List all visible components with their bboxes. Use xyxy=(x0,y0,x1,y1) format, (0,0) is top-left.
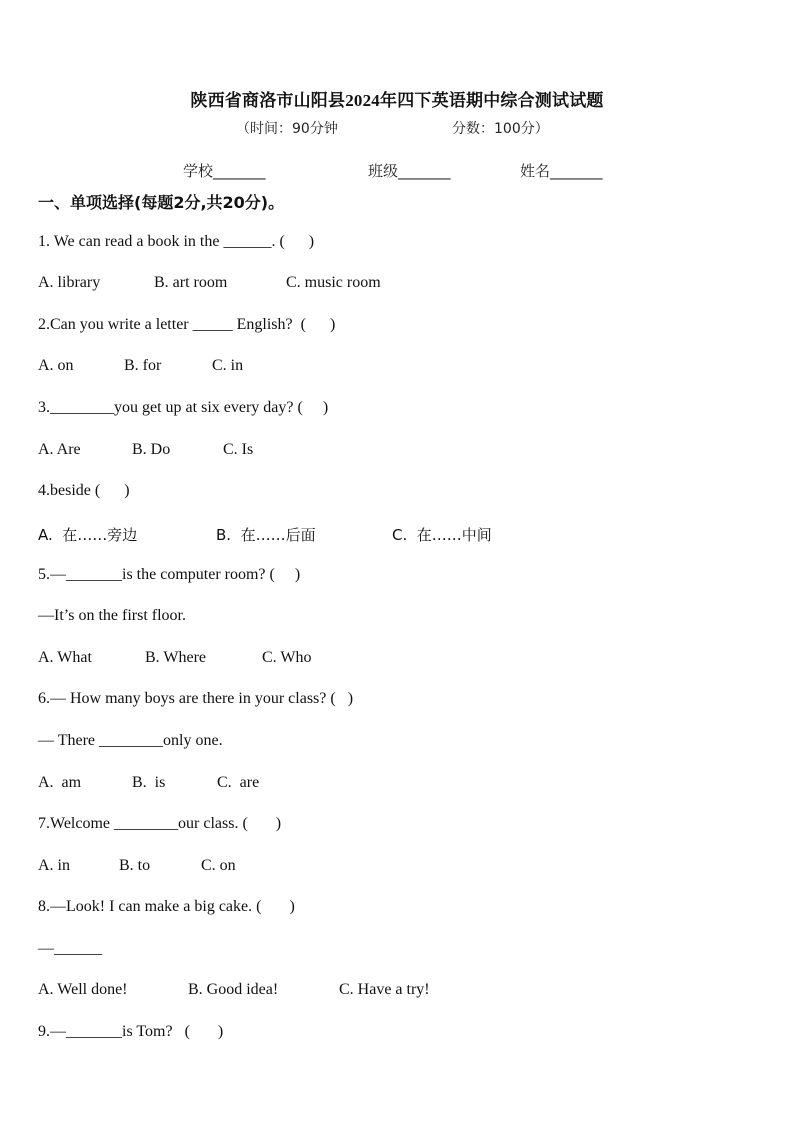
q4-option-b: B. 在……后面 xyxy=(216,526,316,544)
q4-option-c: C. 在……中间 xyxy=(392,526,492,544)
q1-option-a: A. library xyxy=(38,274,101,291)
question-8-answer-line: —______ xyxy=(38,940,102,957)
question-3: 3.________you get up at six every day? ( ) xyxy=(38,399,329,416)
question-8: 8.—Look! I can make a big cake. ( ) xyxy=(38,898,295,915)
question-7: 7.Welcome ________our class. ( ) xyxy=(38,815,282,832)
question-9: 9.—_______is Tom? ( ) xyxy=(38,1023,224,1040)
question-2: 2.Can you write a letter _____ English? ( ) xyxy=(38,316,336,333)
name-field: 姓名_______ xyxy=(520,162,603,180)
exam-time: （时间：90分钟 xyxy=(236,121,338,137)
q3-option-a: A. Are xyxy=(38,441,81,458)
q5-option-a: A. What xyxy=(38,649,92,666)
question-5-answer-line: —It’s on the first floor. xyxy=(38,607,186,624)
page-title: 陕西省商洛市山阳县2024年四下英语期中综合测试试题 xyxy=(190,91,604,110)
q2-option-b: B. for xyxy=(124,357,162,374)
question-4: 4.beside ( ) xyxy=(38,482,130,499)
q7-option-b: B. to xyxy=(119,857,151,874)
q4-option-a: A. 在……旁边 xyxy=(38,526,138,544)
q3-option-c: C. Is xyxy=(223,441,254,458)
q8-option-b: B. Good idea! xyxy=(188,981,279,998)
q8-option-a: A. Well done! xyxy=(38,981,128,998)
q5-option-b: B. Where xyxy=(145,649,207,666)
q2-option-a: A. on xyxy=(38,357,74,374)
question-5: 5.—_______is the computer room? ( ) xyxy=(38,566,301,583)
q3-option-b: B. Do xyxy=(132,441,171,458)
q6-option-a: A. am xyxy=(38,774,82,791)
q2-option-c: C. in xyxy=(212,357,244,374)
school-field: 学校_______ xyxy=(183,162,266,180)
q6-option-c: C. are xyxy=(217,774,260,791)
exam-score: 分数：100分） xyxy=(452,121,549,137)
q1-option-b: B. art room xyxy=(154,274,228,291)
q7-option-c: C. on xyxy=(201,857,236,874)
class-field: 班级_______ xyxy=(368,162,451,180)
section-heading: 一、单项选择(每题2分,共20分)。 xyxy=(38,193,285,212)
question-6-answer-line: — There ________only one. xyxy=(38,732,223,749)
q8-option-c: C. Have a try! xyxy=(339,981,430,998)
q5-option-c: C. Who xyxy=(262,649,312,666)
question-1: 1. We can read a book in the ______. ( ) xyxy=(38,233,315,250)
q7-option-a: A. in xyxy=(38,857,70,874)
q6-option-b: B. is xyxy=(132,774,166,791)
question-6: 6.— How many boys are there in your class? ( ) xyxy=(38,690,354,707)
q1-option-c: C. music room xyxy=(286,274,381,291)
